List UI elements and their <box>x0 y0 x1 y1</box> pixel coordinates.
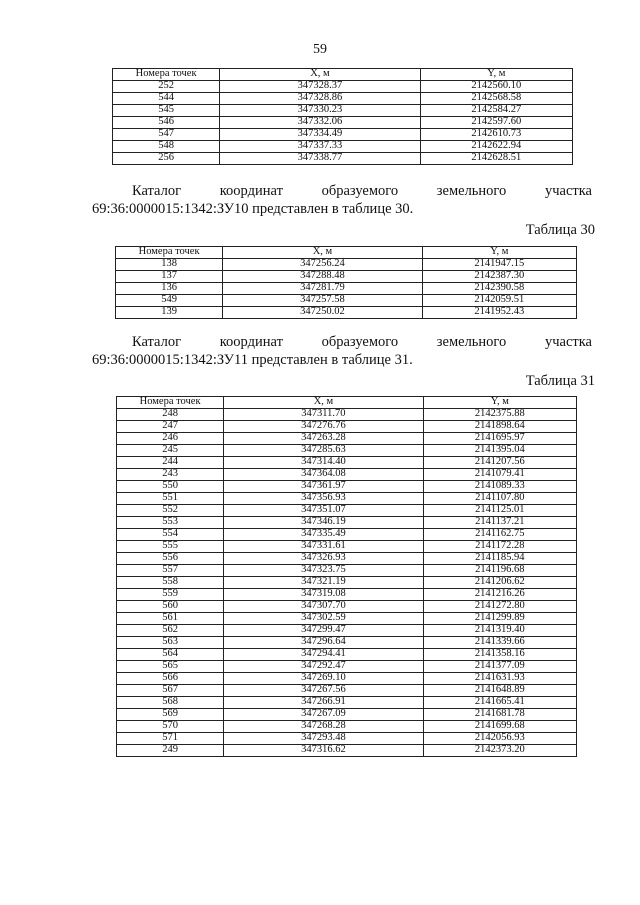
cell-y-coordinate: 2141196.68 <box>423 565 576 577</box>
column-header-y: Y, м <box>420 69 572 81</box>
paragraph-word: координат <box>219 334 283 350</box>
cell-point-number: 570 <box>117 721 224 733</box>
cell-x-coordinate: 347276.76 <box>224 421 423 433</box>
table-row <box>117 529 577 541</box>
cell-x-coordinate: 347323.75 <box>224 565 423 577</box>
cell-x-coordinate: 347266.91 <box>224 697 423 709</box>
column-header-x: X, м <box>224 397 423 409</box>
cell-point-number: 569 <box>117 709 224 721</box>
cell-point-number: 557 <box>117 565 224 577</box>
cell-x-coordinate: 347328.37 <box>220 81 420 93</box>
paragraph-word: образуемого <box>321 334 399 350</box>
cell-y-coordinate: 2142390.58 <box>422 283 576 295</box>
cell-x-coordinate: 347281.79 <box>223 283 422 295</box>
column-header-point-number: Номера точек <box>116 247 223 259</box>
cell-x-coordinate: 347356.93 <box>224 493 423 505</box>
table-row <box>117 433 577 445</box>
table-row <box>117 445 577 457</box>
cell-point-number: 558 <box>117 577 224 589</box>
cell-y-coordinate: 2141272.80 <box>423 601 576 613</box>
cell-point-number: 561 <box>117 613 224 625</box>
cell-y-coordinate: 2142628.51 <box>420 153 572 165</box>
cell-x-coordinate: 347269.10 <box>224 673 423 685</box>
cell-point-number: 568 <box>117 697 224 709</box>
cell-point-number: 555 <box>117 541 224 553</box>
cell-y-coordinate: 2142597.60 <box>420 117 572 129</box>
cell-point-number: 139 <box>116 307 223 319</box>
table-row <box>117 517 577 529</box>
cell-x-coordinate: 347332.06 <box>220 117 420 129</box>
cell-point-number: 138 <box>116 259 223 271</box>
cell-point-number: 245 <box>117 445 224 457</box>
table-row <box>117 721 577 733</box>
table-header-row <box>117 397 577 409</box>
cell-x-coordinate: 347326.93 <box>224 553 423 565</box>
column-header-x: X, м <box>223 247 422 259</box>
paragraph-word: координат <box>219 183 283 199</box>
cell-point-number: 565 <box>117 661 224 673</box>
cell-y-coordinate: 2141079.41 <box>423 469 576 481</box>
table-row <box>117 649 577 661</box>
cell-point-number: 551 <box>117 493 224 505</box>
cell-y-coordinate: 2142568.58 <box>420 93 572 105</box>
cell-y-coordinate: 2141395.04 <box>423 445 576 457</box>
page-number: 59 <box>313 42 327 57</box>
cell-point-number: 560 <box>117 601 224 613</box>
cell-x-coordinate: 347331.61 <box>224 541 423 553</box>
cell-y-coordinate: 2142375.88 <box>423 409 576 421</box>
paragraph-line-2: 69:36:0000015:1342:ЗУ11 представлен в таблице 31. <box>92 352 413 368</box>
coordinates-table-30 <box>115 246 577 319</box>
cell-point-number: 247 <box>117 421 224 433</box>
cell-y-coordinate: 2142373.20 <box>423 745 576 757</box>
table-header-row <box>113 69 573 81</box>
cell-point-number: 554 <box>117 529 224 541</box>
cell-y-coordinate: 2141185.94 <box>423 553 576 565</box>
table-row <box>113 105 573 117</box>
cell-point-number: 564 <box>117 649 224 661</box>
table-row <box>117 457 577 469</box>
coordinates-table-31 <box>116 396 577 757</box>
cell-x-coordinate: 347319.08 <box>224 589 423 601</box>
table-row <box>117 565 577 577</box>
cell-y-coordinate: 2141358.16 <box>423 649 576 661</box>
cell-y-coordinate: 2141631.93 <box>423 673 576 685</box>
catalog-paragraph-zu10 <box>92 182 592 218</box>
cell-y-coordinate: 2142059.51 <box>422 295 576 307</box>
table-row <box>117 505 577 517</box>
cell-point-number: 550 <box>117 481 224 493</box>
table-row <box>117 673 577 685</box>
cell-point-number: 547 <box>113 129 220 141</box>
cell-y-coordinate: 2142584.27 <box>420 105 572 117</box>
cell-point-number: 256 <box>113 153 220 165</box>
table-row <box>117 541 577 553</box>
cell-x-coordinate: 347346.19 <box>224 517 423 529</box>
cell-y-coordinate: 2141898.64 <box>423 421 576 433</box>
table-row <box>117 637 577 649</box>
table-row <box>113 81 573 93</box>
cell-point-number: 553 <box>117 517 224 529</box>
cell-point-number: 137 <box>116 271 223 283</box>
paragraph-word: образуемого <box>321 183 399 199</box>
cell-point-number: 571 <box>117 733 224 745</box>
column-header-x: X, м <box>220 69 420 81</box>
cell-x-coordinate: 347267.56 <box>224 685 423 697</box>
cell-x-coordinate: 347335.49 <box>224 529 423 541</box>
cell-y-coordinate: 2141206.62 <box>423 577 576 589</box>
cell-x-coordinate: 347292.47 <box>224 661 423 673</box>
table-row <box>117 601 577 613</box>
cell-point-number: 252 <box>113 81 220 93</box>
cell-y-coordinate: 2141947.15 <box>422 259 576 271</box>
cell-y-coordinate: 2141319.40 <box>423 625 576 637</box>
paragraph-word: земельного <box>436 183 507 199</box>
column-header-y: Y, м <box>422 247 576 259</box>
table-30-caption: Таблица 30 <box>525 222 595 238</box>
paragraph-line-1 <box>132 333 592 351</box>
cell-x-coordinate: 347311.70 <box>224 409 423 421</box>
cell-x-coordinate: 347250.02 <box>223 307 422 319</box>
cell-x-coordinate: 347337.33 <box>220 141 420 153</box>
cell-y-coordinate: 2142387.30 <box>422 271 576 283</box>
cell-x-coordinate: 347307.70 <box>224 601 423 613</box>
cell-point-number: 544 <box>113 93 220 105</box>
table-row <box>117 745 577 757</box>
table-31-caption: Таблица 31 <box>525 373 595 389</box>
cell-y-coordinate: 2141681.78 <box>423 709 576 721</box>
cell-x-coordinate: 347314.40 <box>224 457 423 469</box>
cell-x-coordinate: 347321.19 <box>224 577 423 589</box>
cell-point-number: 545 <box>113 105 220 117</box>
cell-y-coordinate: 2141172.28 <box>423 541 576 553</box>
cell-y-coordinate: 2141089.33 <box>423 481 576 493</box>
table-row <box>117 733 577 745</box>
table-row <box>117 469 577 481</box>
table-row <box>113 129 573 141</box>
paragraph-word: участка <box>544 183 592 199</box>
table-row <box>116 307 577 319</box>
cell-x-coordinate: 347263.28 <box>224 433 423 445</box>
cell-y-coordinate: 2141137.21 <box>423 517 576 529</box>
table-row <box>117 685 577 697</box>
paragraph-line-2: 69:36:0000015:1342:ЗУ10 представлен в таблице 30. <box>92 201 414 217</box>
table-row <box>117 493 577 505</box>
cell-x-coordinate: 347338.77 <box>220 153 420 165</box>
cell-y-coordinate: 2141952.43 <box>422 307 576 319</box>
table-row <box>117 577 577 589</box>
paragraph-word: земельного <box>436 334 507 350</box>
cell-x-coordinate: 347302.59 <box>224 613 423 625</box>
cell-point-number: 556 <box>117 553 224 565</box>
cell-point-number: 244 <box>117 457 224 469</box>
cell-x-coordinate: 347296.64 <box>224 637 423 649</box>
cell-x-coordinate: 347299.47 <box>224 625 423 637</box>
cell-y-coordinate: 2141665.41 <box>423 697 576 709</box>
cell-x-coordinate: 347293.48 <box>224 733 423 745</box>
table-row <box>117 709 577 721</box>
cell-y-coordinate: 2141107.80 <box>423 493 576 505</box>
cell-point-number: 246 <box>117 433 224 445</box>
coordinates-table-continued <box>112 68 573 165</box>
cell-point-number: 243 <box>117 469 224 481</box>
table-row <box>117 589 577 601</box>
cell-x-coordinate: 347328.86 <box>220 93 420 105</box>
cell-point-number: 552 <box>117 505 224 517</box>
column-header-point-number: Номера точек <box>113 69 220 81</box>
paragraph-word: участка <box>544 334 592 350</box>
cell-point-number: 566 <box>117 673 224 685</box>
table-row <box>117 553 577 565</box>
table-row <box>116 259 577 271</box>
cell-x-coordinate: 347334.49 <box>220 129 420 141</box>
table-header-row <box>116 247 577 259</box>
cell-y-coordinate: 2141695.97 <box>423 433 576 445</box>
table-row <box>117 409 577 421</box>
cell-x-coordinate: 347316.62 <box>224 745 423 757</box>
column-header-point-number: Номера точек <box>117 397 224 409</box>
paragraph-word: Каталог <box>132 334 182 350</box>
paragraph-line-1 <box>132 182 592 200</box>
cell-x-coordinate: 347294.41 <box>224 649 423 661</box>
cell-x-coordinate: 347268.28 <box>224 721 423 733</box>
table-row <box>117 625 577 637</box>
cell-x-coordinate: 347351.07 <box>224 505 423 517</box>
cell-y-coordinate: 2142610.73 <box>420 129 572 141</box>
table-row <box>117 613 577 625</box>
cell-x-coordinate: 347364.08 <box>224 469 423 481</box>
cell-y-coordinate: 2142560.10 <box>420 81 572 93</box>
table-row <box>117 661 577 673</box>
table-row <box>116 283 577 295</box>
paragraph-word: Каталог <box>132 183 182 199</box>
cell-point-number: 548 <box>113 141 220 153</box>
cell-y-coordinate: 2141377.09 <box>423 661 576 673</box>
cell-point-number: 562 <box>117 625 224 637</box>
table-row <box>113 153 573 165</box>
cell-x-coordinate: 347330.23 <box>220 105 420 117</box>
catalog-paragraph-zu11 <box>92 333 592 369</box>
cell-point-number: 136 <box>116 283 223 295</box>
cell-point-number: 546 <box>113 117 220 129</box>
cell-y-coordinate: 2141699.68 <box>423 721 576 733</box>
cell-point-number: 249 <box>117 745 224 757</box>
table-row <box>117 421 577 433</box>
cell-point-number: 563 <box>117 637 224 649</box>
table-row <box>117 697 577 709</box>
cell-x-coordinate: 347267.09 <box>224 709 423 721</box>
table-row <box>113 93 573 105</box>
cell-y-coordinate: 2141162.75 <box>423 529 576 541</box>
cell-y-coordinate: 2142622.94 <box>420 141 572 153</box>
table-row <box>113 141 573 153</box>
cell-y-coordinate: 2141125.01 <box>423 505 576 517</box>
table-row <box>116 295 577 307</box>
cell-point-number: 567 <box>117 685 224 697</box>
cell-y-coordinate: 2141339.66 <box>423 637 576 649</box>
cell-x-coordinate: 347288.48 <box>223 271 422 283</box>
cell-y-coordinate: 2141299.89 <box>423 613 576 625</box>
cell-point-number: 549 <box>116 295 223 307</box>
cell-y-coordinate: 2141648.89 <box>423 685 576 697</box>
cell-x-coordinate: 347361.97 <box>224 481 423 493</box>
cell-y-coordinate: 2142056.93 <box>423 733 576 745</box>
cell-y-coordinate: 2141216.26 <box>423 589 576 601</box>
cell-x-coordinate: 347256.24 <box>223 259 422 271</box>
table-row <box>117 481 577 493</box>
table-row <box>113 117 573 129</box>
cell-y-coordinate: 2141207.56 <box>423 457 576 469</box>
cell-point-number: 248 <box>117 409 224 421</box>
cell-x-coordinate: 347285.63 <box>224 445 423 457</box>
table-row <box>116 271 577 283</box>
cell-point-number: 559 <box>117 589 224 601</box>
cell-x-coordinate: 347257.58 <box>223 295 422 307</box>
column-header-y: Y, м <box>423 397 576 409</box>
